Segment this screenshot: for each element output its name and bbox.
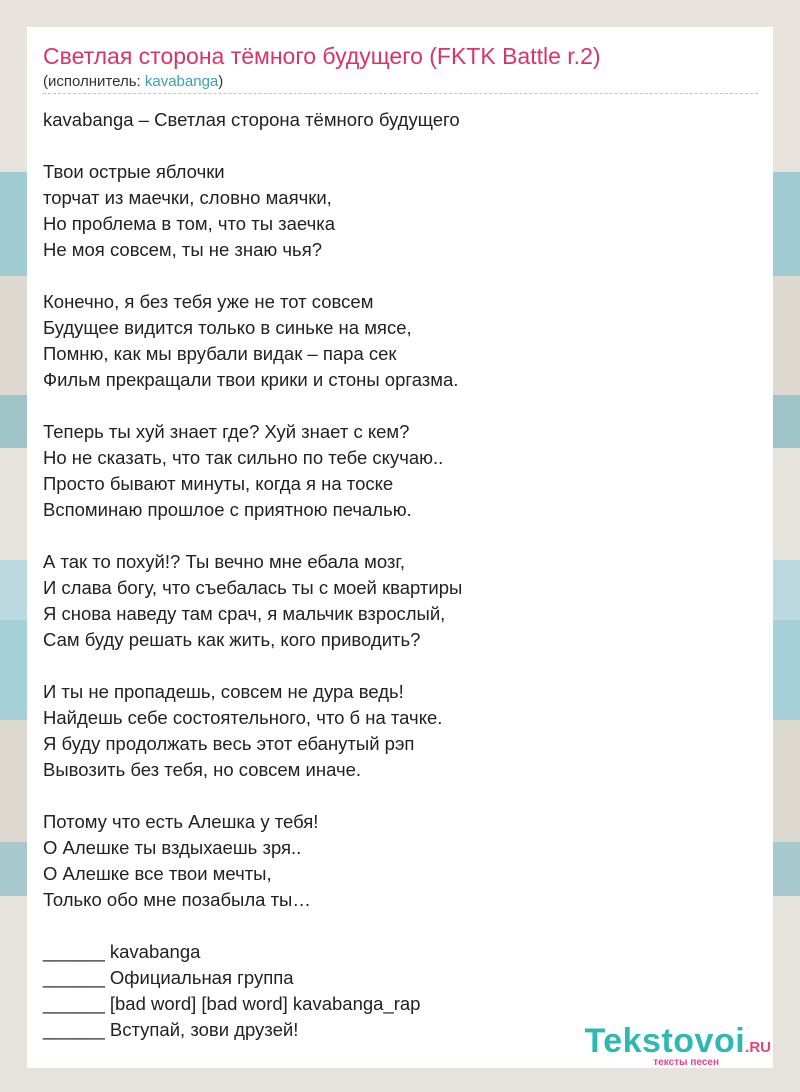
lyric-line: Я снова наведу там срач, я мальчик взрослый, [43,603,446,624]
blank-line [43,263,758,289]
lyric-line: ______ [bad word] [bad word] kavabanga_rap [43,993,421,1014]
blank-line [43,653,758,679]
lyric-line: О Алешке все твои мечты, [43,863,272,884]
lyric-line: ______ Официальная группа [43,967,294,988]
artist-suffix: ) [218,73,224,90]
lyrics-card [27,27,773,1068]
artist-link[interactable]: kavabanga [144,73,219,90]
dashed-divider [43,93,758,94]
lyric-line: Просто бывают минуты, когда я на тоске [43,473,394,494]
lyric-line: торчат из маечки, словно маячки, [43,187,332,208]
lyric-line: Фильм прекращали твои крики и стоны оргазма. [43,369,459,390]
lyric-line: Найдешь себе состоятельного, что б на тачке. [43,707,443,728]
lyric-line: А так то похуй!? Ты вечно мне ебала мозг, [43,551,406,572]
lyric-line: Но не сказать, что так сильно по тебе скучаю.. [43,447,444,468]
lyric-line: Твои острые яблочки [43,161,225,182]
lyric-line: Теперь ты хуй знает где? Хуй знает с кем? [43,421,410,442]
lyric-line: Потому что есть Алешка у тебя! [43,811,319,832]
blank-line [43,783,758,809]
artist-prefix: (исполнитель: [43,73,145,90]
lyric-line: Вывозить без тебя, но совсем иначе. [43,759,362,780]
blank-line [43,523,758,549]
blank-line [43,133,758,159]
lyric-line: Сам буду решать как жить, кого приводить? [43,629,421,650]
lyric-line: Только обо мне позабыла ты… [43,889,311,910]
lyric-line: Не моя совсем, ты не знаю чья? [43,239,322,260]
lyric-line: kavabanga – Светлая сторона тёмного будущего [43,109,460,130]
lyric-line: Помню, как мы врубали видак – пара сек [43,343,397,364]
lyric-line: Вспоминаю прошлое с приятною печалью. [43,499,412,520]
lyric-line: ______ Вступай, зови друзей! [43,1019,299,1040]
lyric-line: И слава богу, что съебалась ты с моей квартиры [43,577,463,598]
lyric-line: ______ kavabanga [43,941,201,962]
logo-name: Tekstovoi [584,1022,746,1060]
blank-line [43,913,758,939]
lyric-line: О Алешке ты вздыхаешь зря.. [43,837,302,858]
blank-line [43,393,758,419]
artist-line [43,73,223,90]
lyric-line: И ты не пропадешь, совсем не дура ведь! [43,681,404,702]
lyric-line: Конечно, я без тебя уже не тот совсем [43,291,374,312]
page-title: Светлая сторона тёмного будущего (FKTK Battle r.2) [43,43,601,69]
lyrics-text [43,107,758,1043]
logo-tagline: тексты песен [653,1057,719,1068]
site-logo[interactable] [584,1024,771,1068]
lyric-line: Будущее видится только в синьке на мясе, [43,317,412,338]
lyric-line: Я буду продолжать весь этот ебанутый рэп [43,733,415,754]
logo-tld: .RU [745,1039,771,1056]
lyric-line: Но проблема в том, что ты заечка [43,213,336,234]
